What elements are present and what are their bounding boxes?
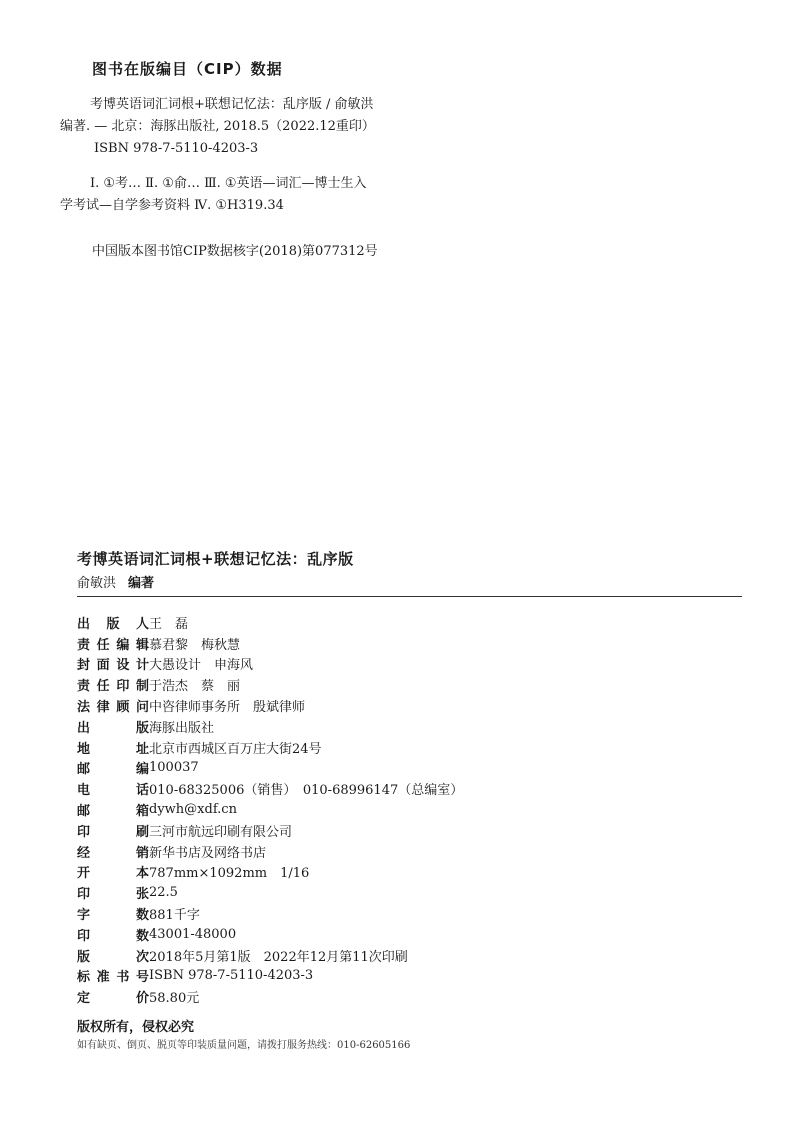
info-row bbox=[77, 882, 463, 903]
info-label-char: 版 bbox=[106, 616, 120, 632]
info-label-char: 地 bbox=[77, 741, 91, 757]
info-label bbox=[77, 654, 149, 673]
info-row bbox=[77, 716, 463, 737]
info-label bbox=[77, 966, 149, 985]
info-label-char: 标 bbox=[77, 970, 91, 986]
cip-line-2: 编著. — 北京：海豚出版社, 2018.5（2022.12重印） bbox=[60, 119, 375, 134]
info-value: 于浩杰 蔡 丽 bbox=[149, 679, 241, 695]
cip-record-number: 中国版本图书馆CIP数据核字(2018)第077312号 bbox=[92, 244, 378, 259]
info-value: 海豚出版社 bbox=[149, 720, 215, 736]
info-label-char: 数 bbox=[135, 908, 149, 924]
info-label-char: 辑 bbox=[135, 637, 149, 653]
cip-line-3: ISBN 978-7-5110-4203-3 bbox=[94, 141, 259, 156]
info-label-char: 印 bbox=[77, 928, 91, 944]
info-value: 中咨律师事务所 殷斌律师 bbox=[149, 700, 306, 716]
info-value: 2018年5月第1版 2022年12月第11次印刷 bbox=[149, 949, 408, 965]
info-label-char: 定 bbox=[77, 991, 91, 1007]
info-label-char: 编 bbox=[135, 762, 149, 778]
cip-line-5: 学考试—自学参考资料 Ⅳ. ①H319.34 bbox=[60, 198, 284, 213]
info-label bbox=[77, 675, 149, 694]
info-label-char: 字 bbox=[77, 908, 91, 924]
info-value: 881千字 bbox=[149, 908, 200, 924]
info-row bbox=[77, 674, 463, 695]
author-role: 编著 bbox=[128, 576, 155, 591]
info-row bbox=[77, 945, 463, 966]
info-label-char: 印 bbox=[77, 824, 91, 840]
info-label-char: 任 bbox=[96, 679, 110, 695]
info-label-char: 人 bbox=[135, 616, 149, 632]
info-value: 43001-48000 bbox=[149, 926, 237, 942]
cip-line-4: Ⅰ. ①考… Ⅱ. ①俞… Ⅲ. ①英语—词汇—博士生入 bbox=[90, 176, 367, 191]
info-label-char: 印 bbox=[77, 887, 91, 903]
info-label bbox=[77, 779, 149, 798]
info-label bbox=[77, 883, 149, 902]
info-value: 新华书店及网络书店 bbox=[149, 845, 267, 861]
info-label-char: 张 bbox=[135, 887, 149, 903]
author-name: 俞敏洪 bbox=[77, 576, 117, 591]
info-row bbox=[77, 654, 463, 675]
info-label-char: 价 bbox=[135, 991, 149, 1007]
info-label bbox=[77, 862, 149, 881]
info-row bbox=[77, 633, 463, 654]
info-row bbox=[77, 799, 463, 820]
info-label-char: 刷 bbox=[135, 824, 149, 840]
info-label-char: 址 bbox=[135, 741, 149, 757]
info-label-char: 计 bbox=[135, 658, 149, 674]
info-value: 北京市西城区百万庄大街24号 bbox=[149, 741, 322, 757]
info-row bbox=[77, 758, 463, 779]
cip-entry bbox=[60, 94, 480, 217]
info-label bbox=[77, 821, 149, 840]
info-label-char: 邮 bbox=[77, 762, 91, 778]
info-label-char: 编 bbox=[116, 637, 130, 653]
info-label-char: 箱 bbox=[135, 804, 149, 820]
info-label bbox=[77, 904, 149, 923]
info-label-char: 面 bbox=[96, 658, 110, 674]
info-label-char: 数 bbox=[135, 928, 149, 944]
info-row bbox=[77, 966, 463, 987]
publication-info-table bbox=[77, 612, 463, 1007]
info-label-char: 版 bbox=[135, 720, 149, 736]
info-label-char: 版 bbox=[77, 949, 91, 965]
cip-heading: 图书在版编目（CIP）数据 bbox=[92, 60, 283, 78]
info-label-char: 法 bbox=[77, 700, 91, 716]
info-label-char: 出 bbox=[77, 616, 91, 632]
info-value: 三河市航远印刷有限公司 bbox=[149, 824, 293, 840]
info-label-char: 封 bbox=[77, 658, 91, 674]
info-row bbox=[77, 903, 463, 924]
info-row bbox=[77, 820, 463, 841]
copyright-notice: 版权所有，侵权必究 bbox=[77, 1020, 195, 1035]
info-row bbox=[77, 737, 463, 758]
info-label-char: 话 bbox=[135, 783, 149, 799]
info-label-char: 书 bbox=[116, 970, 130, 986]
info-label bbox=[77, 758, 149, 777]
info-label-char: 顾 bbox=[116, 700, 130, 716]
info-label-char: 本 bbox=[135, 866, 149, 882]
info-value: dywh@xdf.cn bbox=[149, 802, 237, 818]
book-title: 考博英语词汇词根+联想记忆法：乱序版 bbox=[77, 550, 354, 568]
info-label bbox=[77, 842, 149, 861]
info-label-char: 责 bbox=[77, 679, 91, 695]
info-label-char: 制 bbox=[135, 679, 149, 695]
info-value: 慕君黎 梅秋慧 bbox=[149, 637, 241, 653]
info-label-char: 准 bbox=[96, 970, 110, 986]
info-value: 010-68325006（销售） 010-68996147（总编室） bbox=[149, 783, 464, 799]
info-label bbox=[77, 717, 149, 736]
info-label-char: 电 bbox=[77, 783, 91, 799]
info-label-char: 设 bbox=[116, 658, 130, 674]
info-label-char: 问 bbox=[135, 700, 149, 716]
info-value: 100037 bbox=[149, 760, 199, 776]
quality-hotline-notice: 如有缺页、倒页、脱页等印装质量问题，请拨打服务热线：010-62605166 bbox=[77, 1040, 411, 1051]
cip-line-1: 考博英语词汇词根+联想记忆法：乱序版 / 俞敏洪 bbox=[90, 97, 374, 112]
info-value: 22.5 bbox=[149, 885, 178, 901]
info-row bbox=[77, 862, 463, 883]
info-row bbox=[77, 841, 463, 862]
info-label-char: 销 bbox=[135, 845, 149, 861]
info-label-char: 开 bbox=[77, 866, 91, 882]
info-value: 王 磊 bbox=[149, 616, 189, 632]
info-label bbox=[77, 946, 149, 965]
info-label-char: 律 bbox=[96, 700, 110, 716]
info-label-char: 任 bbox=[96, 637, 110, 653]
info-label-char: 责 bbox=[77, 637, 91, 653]
info-label bbox=[77, 613, 149, 632]
book-author bbox=[77, 572, 154, 591]
info-value: 58.80元 bbox=[149, 991, 200, 1007]
info-label bbox=[77, 634, 149, 653]
divider bbox=[77, 596, 742, 597]
info-label bbox=[77, 738, 149, 757]
info-value: 大愚设计 申海风 bbox=[149, 658, 254, 674]
info-label bbox=[77, 800, 149, 819]
info-label-char: 次 bbox=[135, 949, 149, 965]
info-label-char: 出 bbox=[77, 720, 91, 736]
info-row bbox=[77, 612, 463, 633]
info-row bbox=[77, 986, 463, 1007]
info-label-char: 印 bbox=[116, 679, 130, 695]
info-label bbox=[77, 696, 149, 715]
info-row bbox=[77, 695, 463, 716]
info-label bbox=[77, 925, 149, 944]
info-row bbox=[77, 778, 463, 799]
info-value: ISBN 978-7-5110-4203-3 bbox=[149, 968, 314, 984]
info-row bbox=[77, 924, 463, 945]
info-label-char: 邮 bbox=[77, 804, 91, 820]
info-value: 787mm×1092mm 1/16 bbox=[149, 866, 310, 882]
info-label bbox=[77, 987, 149, 1006]
info-label-char: 经 bbox=[77, 845, 91, 861]
info-label-char: 号 bbox=[135, 970, 149, 986]
